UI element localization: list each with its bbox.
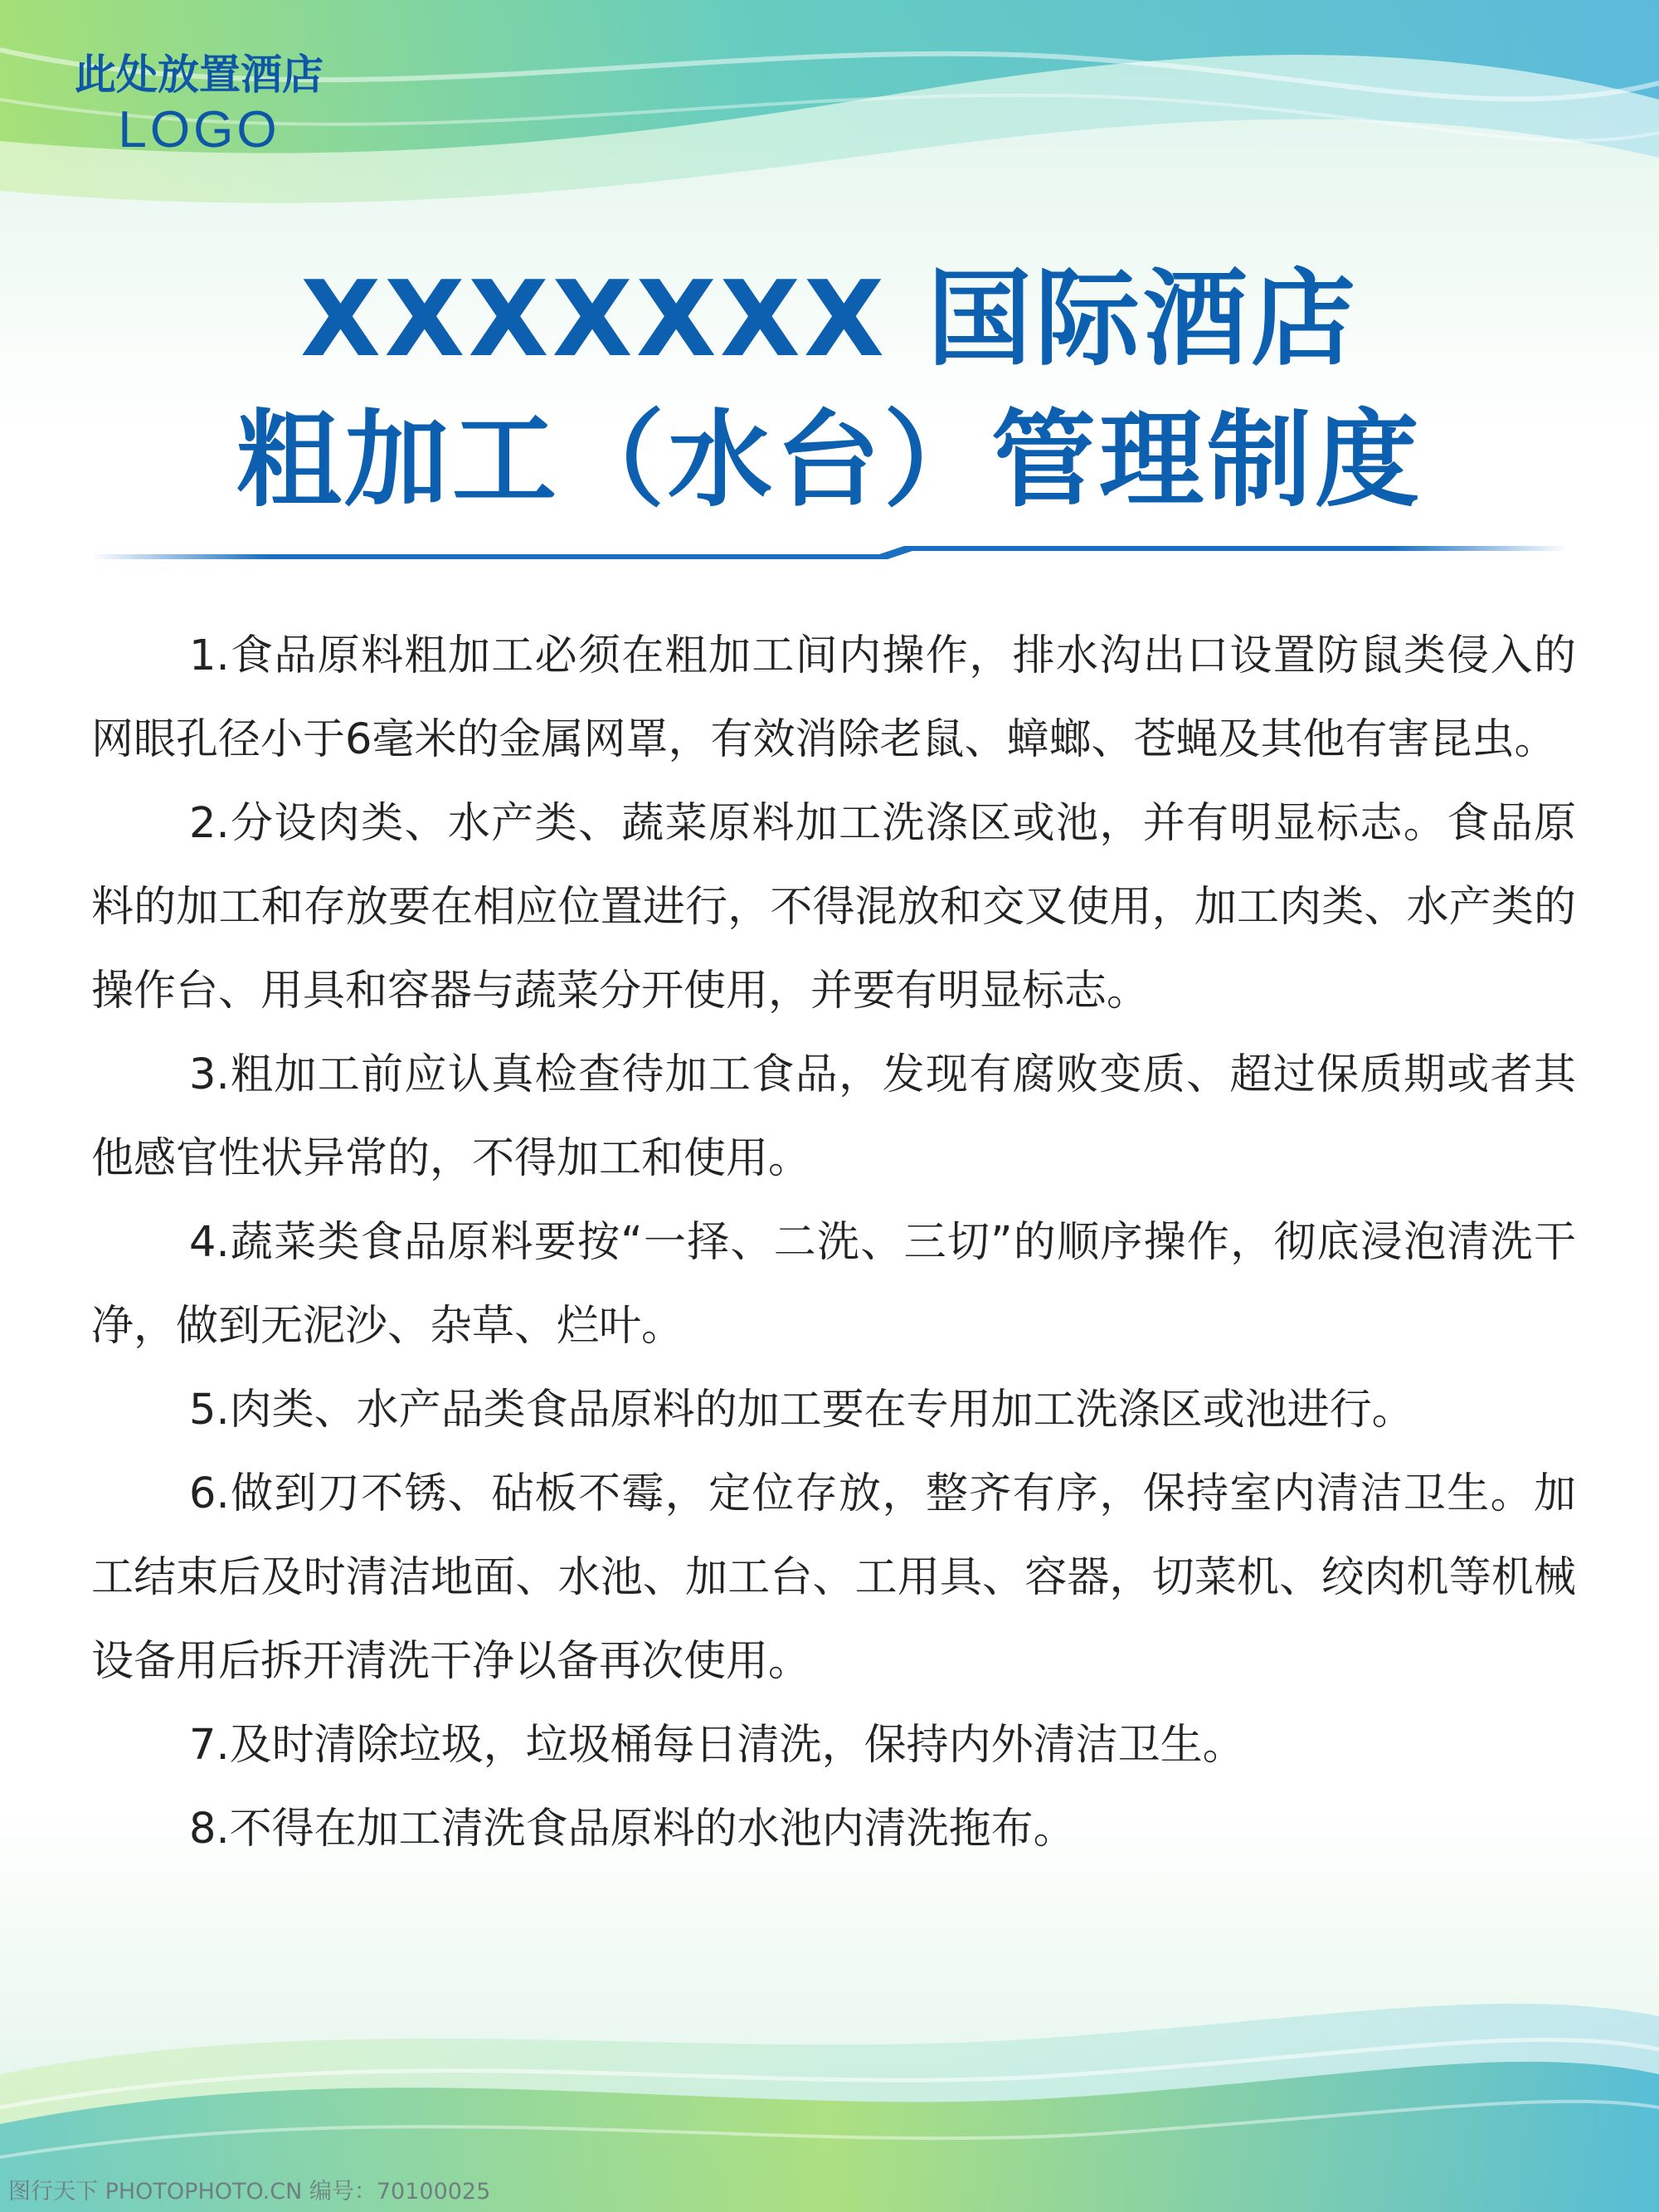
rule-item: 8.不得在加工清洗食品原料的水池内清洗拖布。 bbox=[189, 1805, 1076, 1854]
rule-item: 6.做到刀不锈、砧板不霉，定位存放，整齐有序，保持室内清洁卫生。加工结束后及时清洁地面、水池、加工台、工用具、容器，切菜机、绞肉机等机械设备用后拆开清洗干净以备再次使用。 bbox=[91, 1469, 1576, 1686]
poster-title-line-1: XXXXXXX 国际酒店 bbox=[300, 258, 1359, 380]
logo-placeholder-text: 此处放置酒店 bbox=[75, 51, 324, 99]
title-divider bbox=[91, 539, 1568, 564]
rule-item: 4.蔬菜类食品原料要按“一择、二洗、三切”的顺序操作，彻底浸泡清洗干净，做到无泥沙、杂草、烂叶。 bbox=[91, 1218, 1576, 1351]
bottom-wave-decoration bbox=[0, 1908, 1659, 2212]
rule-item: 1.食品原料粗加工必须在粗加工间内操作，排水沟出口设置防鼠类侵入的网眼孔径小于6毫米的金属网罩，有效消除老鼠、蟑螂、苍蝇及其他有害昆虫。 bbox=[91, 631, 1576, 764]
rule-item: 7.及时清除垃圾，垃圾桶每日清洗，保持内外清洁卫生。 bbox=[189, 1721, 1245, 1770]
rule-item: 3.粗加工前应认真检查待加工食品，发现有腐败变质、超过保质期或者其他感官性状异常的，不得加工和使用。 bbox=[91, 1050, 1576, 1183]
rules-list bbox=[91, 614, 1576, 1871]
watermark-caption: 图行天下 PHOTOPHOTO.CN 编号：70100025 bbox=[8, 2179, 491, 2205]
poster-title-line-2: 粗加工（水台）管理制度 bbox=[236, 399, 1423, 521]
rule-item: 2.分设肉类、水产类、蔬菜原料加工洗涤区或池，并有明显标志。食品原料的加工和存放要在相应位置进行，不得混放和交叉使用，加工肉类、水产类的操作台、用具和容器与蔬菜分开使用，并要有明显标志。 bbox=[91, 799, 1576, 1016]
logo-placeholder-label: LOGO bbox=[118, 101, 280, 158]
rule-item: 5.肉类、水产品类食品原料的加工要在专用加工洗涤区或池进行。 bbox=[189, 1386, 1414, 1435]
